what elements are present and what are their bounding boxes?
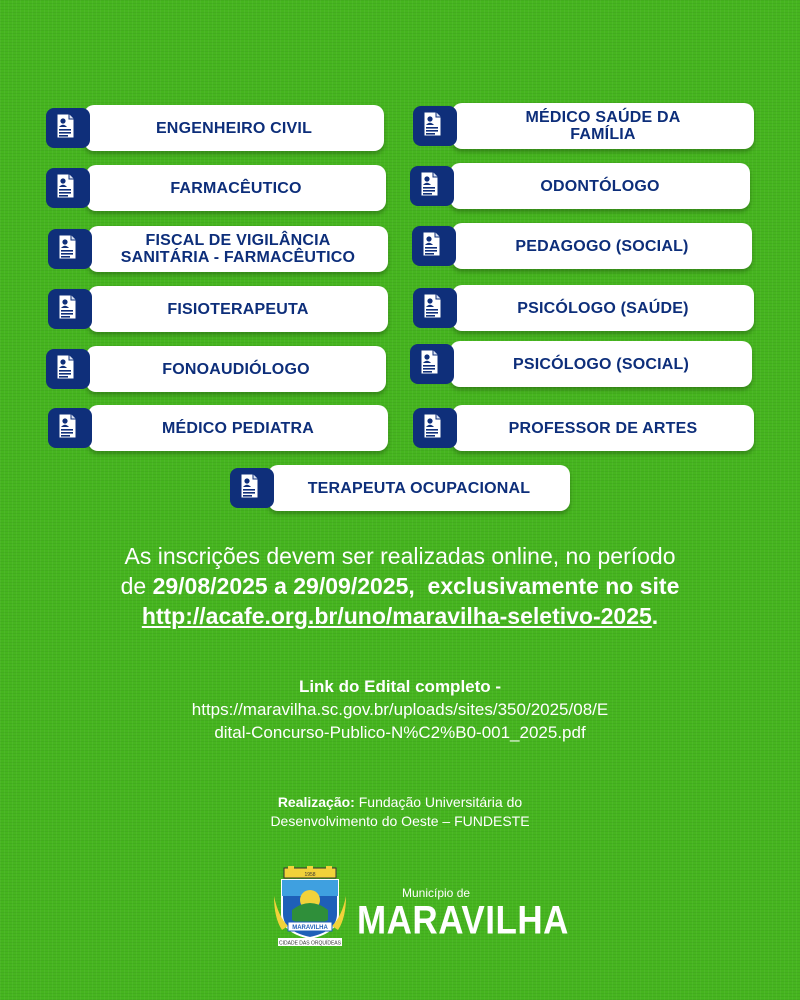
job-farmaceutico: FARMACÊUTICO	[86, 165, 386, 211]
tab-fonoaudiologo	[46, 349, 90, 389]
document-user-icon	[54, 113, 76, 144]
registration-line-2: de 29/08/2025 a 29/09/2025, exclusivamente no site	[120, 573, 680, 599]
job-fiscal-vigilancia: FISCAL DE VIGILÂNCIA SANITÁRIA - FARMACÊUTICO	[88, 226, 388, 272]
job-fonoaudiologo: FONOAUDIÓLOGO	[86, 346, 386, 392]
document-user-icon	[418, 171, 440, 202]
svg-text:CIDADE DAS ORQUÍDEAS: CIDADE DAS ORQUÍDEAS	[279, 940, 341, 947]
crest-icon	[274, 866, 346, 948]
job-psicologo-social: PSICÓLOGO (SOCIAL)	[450, 341, 752, 387]
tab-psicologo-social	[410, 344, 454, 384]
document-user-icon	[54, 354, 76, 385]
svg-text:1958: 1958	[304, 872, 316, 878]
tab-farmaceutico	[46, 168, 90, 208]
job-terapeuta-ocupacional: TERAPEUTA OCUPACIONAL	[268, 465, 570, 511]
municipio-crest	[274, 866, 346, 953]
tab-odontologo	[410, 166, 454, 206]
municipio-name: MARAVILHA	[357, 898, 569, 943]
tab-pedagogo-social	[412, 226, 456, 266]
document-user-icon	[418, 349, 440, 380]
tab-engenheiro-civil	[46, 108, 90, 148]
job-fisioterapeuta: FISIOTERAPEUTA	[88, 286, 388, 332]
document-user-icon	[420, 231, 442, 262]
document-user-icon	[238, 473, 260, 504]
tab-medico-pediatra	[48, 408, 92, 448]
tab-terapeuta-ocupacional	[230, 468, 274, 508]
document-user-icon	[56, 413, 78, 444]
registration-line-1: As inscrições devem ser realizadas online, no período	[124, 543, 676, 569]
registration-site-link[interactable]: http://acafe.org.br/uno/maravilha-seletivo-2025	[141, 603, 652, 629]
registration-line-3: http://acafe.org.br/uno/maravilha-seletivo-2025.	[141, 603, 659, 629]
edital-url-line-2[interactable]: dital-Concurso-Publico-N%C2%B0-001_2025.pdf	[214, 723, 586, 742]
job-medico-pediatra: MÉDICO PEDIATRA	[88, 405, 388, 451]
document-user-icon	[56, 294, 78, 325]
realizacao-label: Realização:	[277, 794, 355, 810]
tab-medico-saude-familia	[413, 106, 457, 146]
tab-fiscal-vigilancia	[48, 229, 92, 269]
document-user-icon	[421, 111, 443, 142]
realizacao-text-2: Desenvolvimento do Oeste – FUNDESTE	[270, 813, 530, 829]
registration-exclusive: exclusivamente no site	[414, 573, 680, 599]
municipio-label: Município de	[402, 886, 471, 900]
edital-label: Link do Edital completo -	[298, 677, 502, 696]
job-medico-saude-familia: MÉDICO SAÚDE DA FAMÍLIA	[452, 103, 754, 149]
edital-info	[0, 675, 800, 744]
realizacao-text-1: Fundação Universitária do	[354, 794, 523, 810]
job-odontologo: ODONTÓLOGO	[450, 163, 750, 209]
tab-fisioterapeuta	[48, 289, 92, 329]
realizacao-info	[0, 793, 800, 831]
job-pedagogo-social: PEDAGOGO (SOCIAL)	[452, 223, 752, 269]
svg-text:MARAVILHA: MARAVILHA	[292, 925, 328, 931]
tab-psicologo-saude	[413, 288, 457, 328]
registration-info	[0, 541, 800, 631]
document-user-icon	[421, 293, 443, 324]
job-engenheiro-civil: ENGENHEIRO CIVIL	[84, 105, 384, 151]
registration-period: 29/08/2025 a 29/09/2025,	[152, 573, 415, 599]
job-psicologo-saude: PSICÓLOGO (SAÚDE)	[452, 285, 754, 331]
job-professor-artes: PROFESSOR DE ARTES	[452, 405, 754, 451]
edital-url-line-1[interactable]: https://maravilha.sc.gov.br/uploads/sites/350/2025/08/E	[191, 700, 609, 719]
document-user-icon	[421, 413, 443, 444]
document-user-icon	[56, 234, 78, 265]
document-user-icon	[54, 173, 76, 204]
tab-professor-artes	[413, 408, 457, 448]
